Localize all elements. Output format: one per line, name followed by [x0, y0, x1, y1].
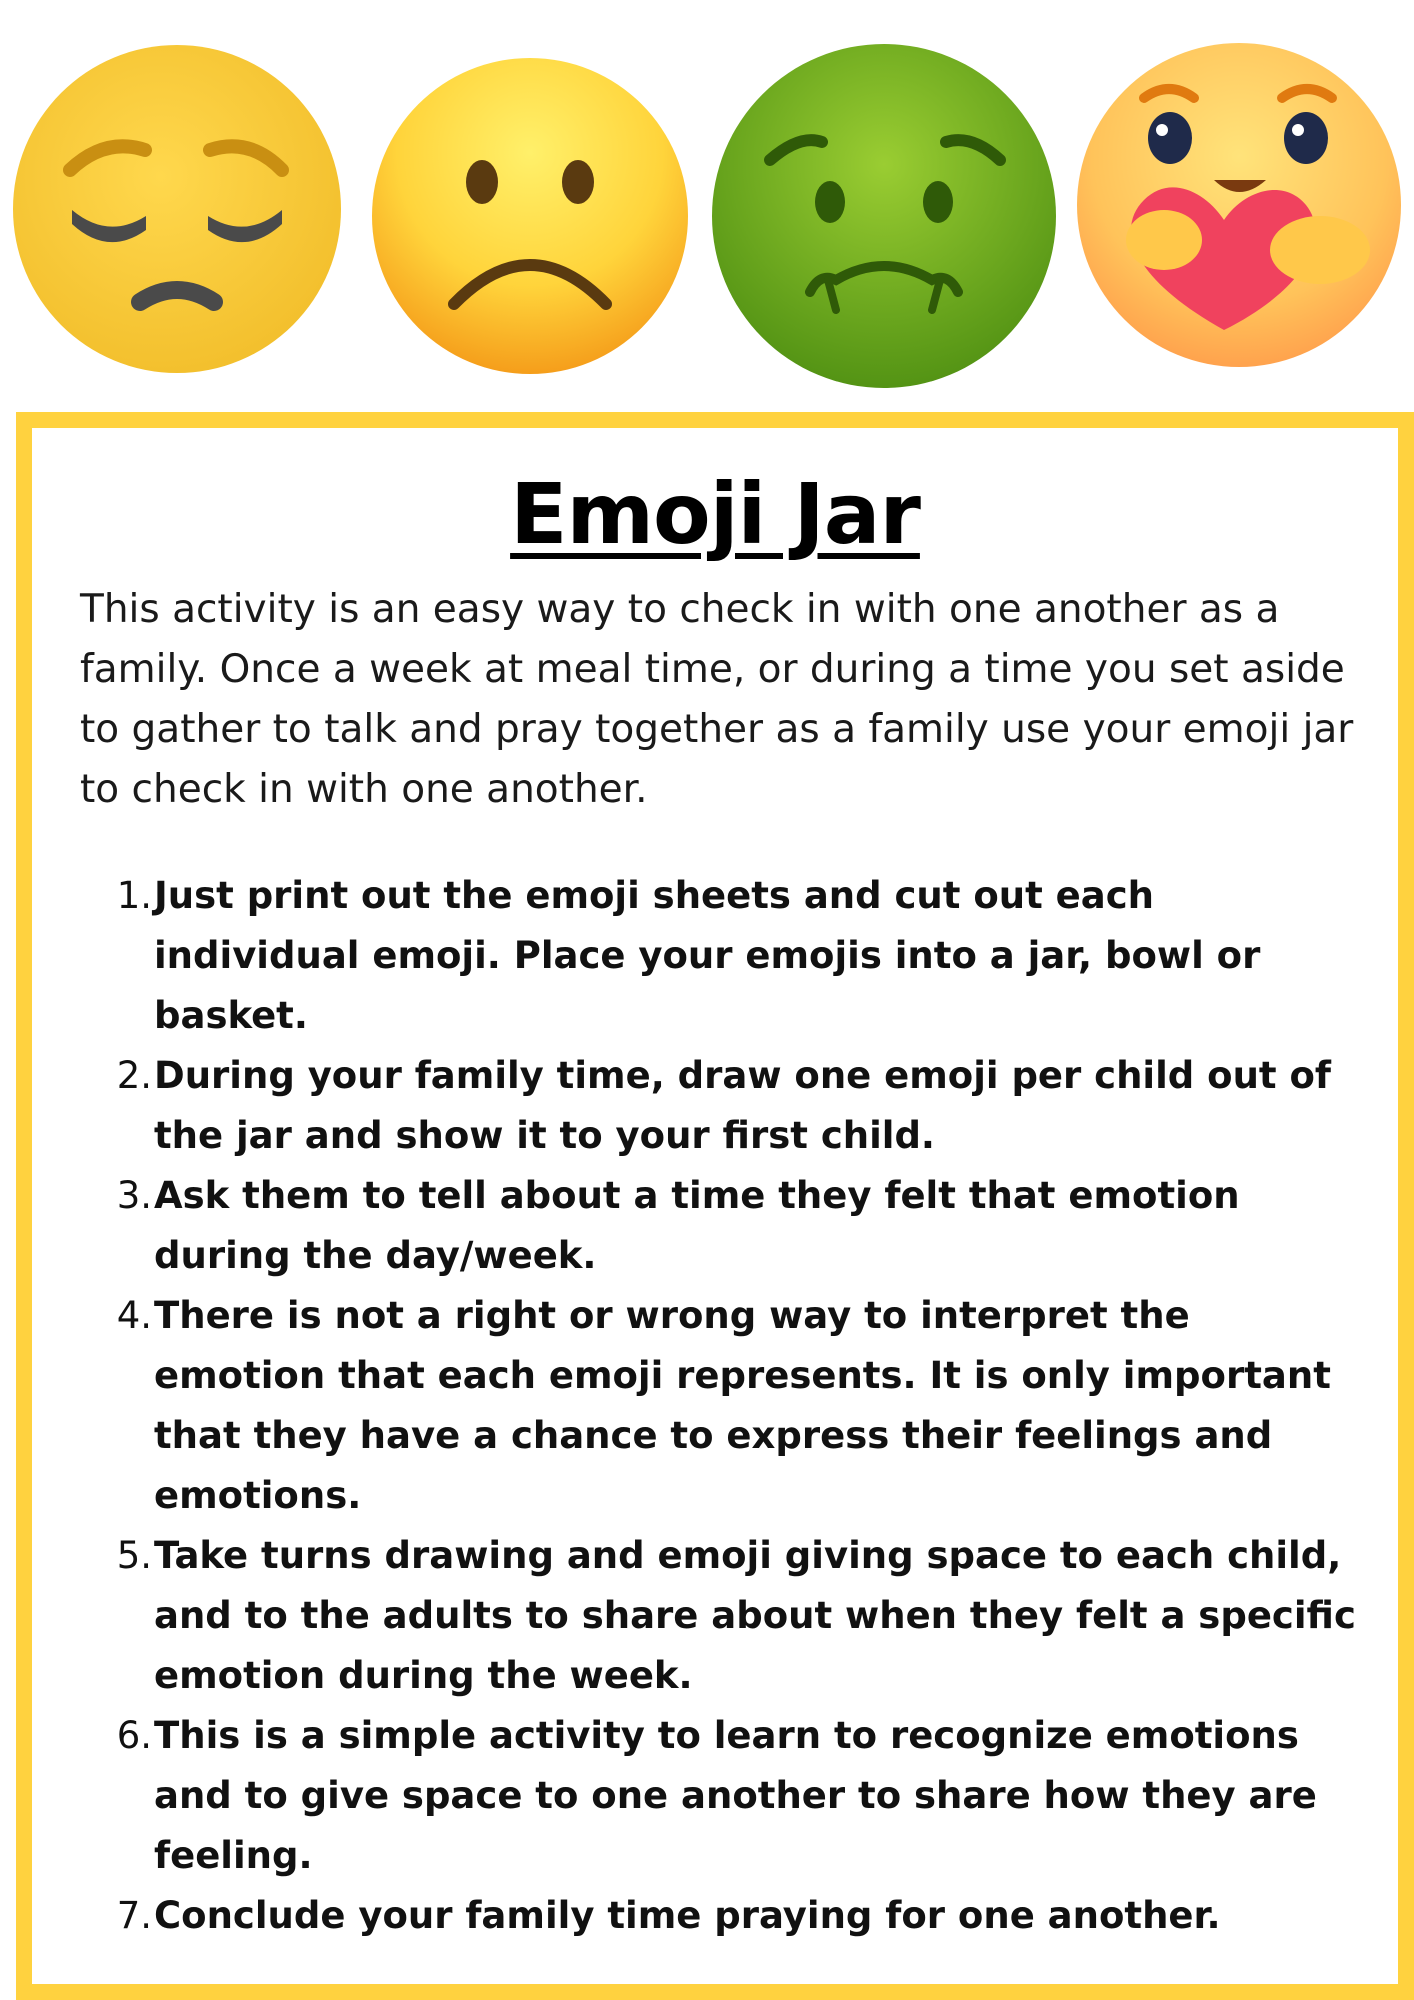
step-text: Take turns drawing and emoji giving space to each child, and to the adults to share about when they felt a specific emotion during the week.	[154, 1534, 1356, 1697]
steps-list	[80, 866, 1370, 1946]
step-number: 4.	[116, 1294, 152, 1337]
care-hug-heart-face-icon	[1074, 40, 1404, 370]
step-text: During your family time, draw one emoji per child out of the jar and show it to your first child.	[154, 1054, 1332, 1157]
step-number: 7.	[116, 1894, 152, 1937]
list-item	[80, 1526, 1370, 1706]
nauseated-face-icon	[710, 42, 1058, 390]
step-text: Just print out the emoji sheets and cut out each individual emoji. Place your emojis into a jar, bowl or basket.	[154, 874, 1261, 1037]
list-item	[80, 1166, 1370, 1286]
list-item	[80, 1886, 1370, 1946]
list-item	[80, 1286, 1370, 1526]
list-item	[80, 866, 1370, 1046]
step-number: 6.	[116, 1714, 152, 1757]
intro-paragraph: This activity is an easy way to check in with one another as a family. Once a week at meal time, or during a time you set aside to gather to talk and pray together as a family use your emoji jar to check in with one another.	[80, 587, 1354, 812]
step-text: There is not a right or wrong way to interpret the emotion that each emoji represents. It is only important that they have a chance to express their feelings and emotions.	[154, 1294, 1331, 1517]
list-item	[80, 1706, 1370, 1886]
emoji-row	[0, 0, 1414, 400]
instructions-card	[16, 412, 1414, 2000]
page-title: Emoji Jar	[510, 465, 920, 563]
step-number: 2.	[116, 1054, 152, 1097]
step-text: Conclude your family time praying for one another.	[154, 1894, 1221, 1937]
step-number: 3.	[116, 1174, 152, 1217]
step-number: 5.	[116, 1534, 152, 1577]
pensive-face-icon	[10, 42, 344, 376]
step-number: 1.	[116, 874, 152, 917]
list-item	[80, 1046, 1370, 1166]
step-text: This is a simple activity to learn to recognize emotions and to give space to one another to share how they are feeling.	[154, 1714, 1317, 1877]
step-text: Ask them to tell about a time they felt that emotion during the day/week.	[154, 1174, 1240, 1277]
frowning-face-icon	[370, 56, 690, 376]
